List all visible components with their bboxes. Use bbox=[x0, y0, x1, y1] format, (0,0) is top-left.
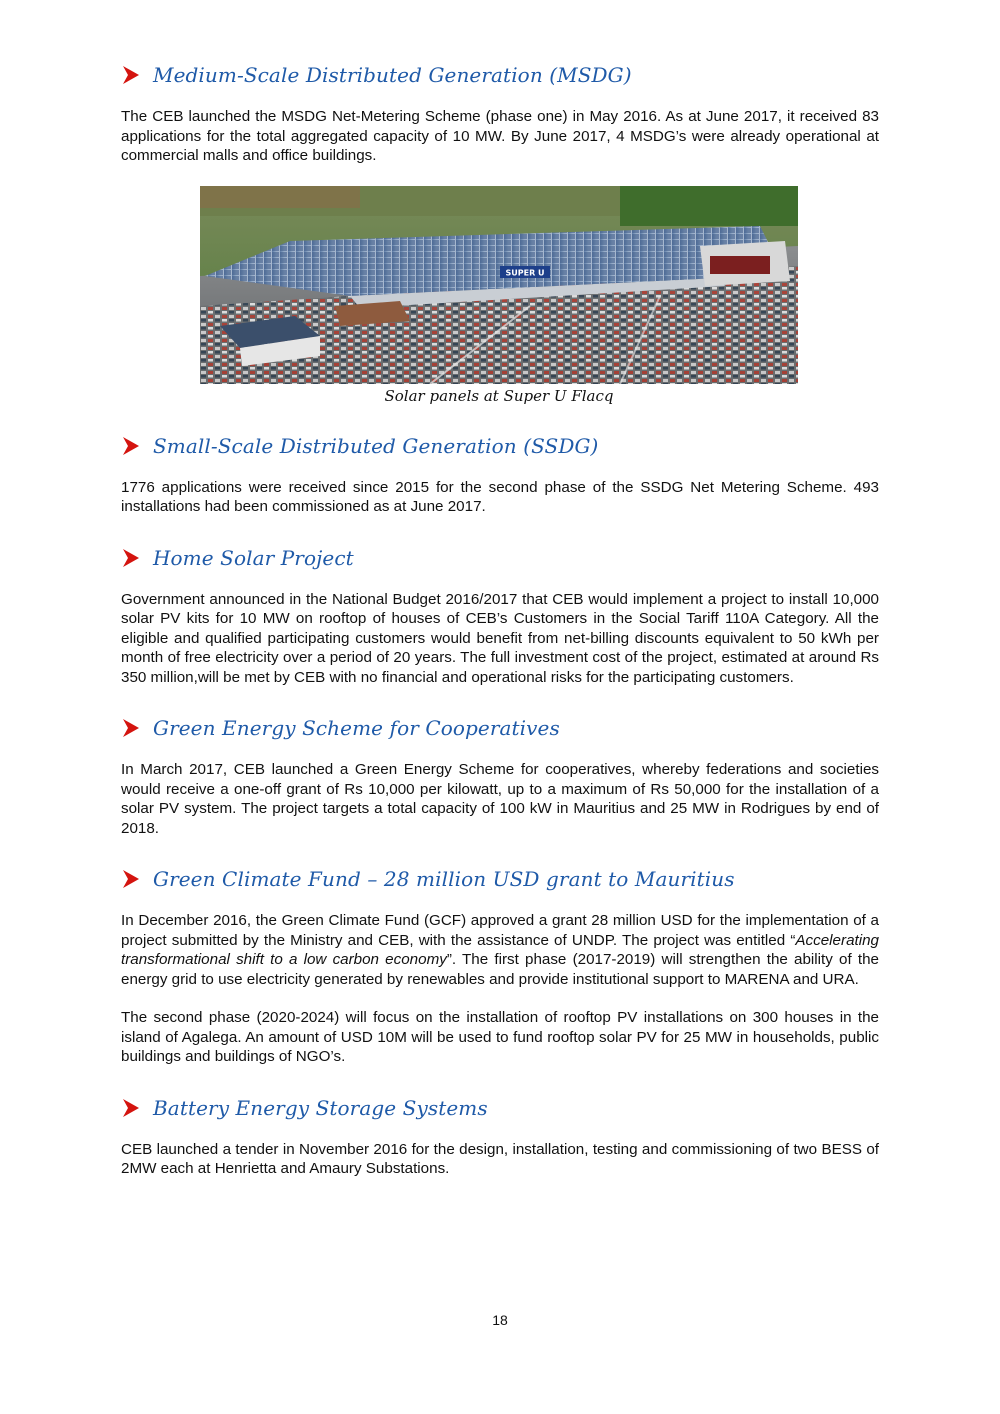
section-paragraph: The second phase (2020-2024) will focus on the installation of rooftop PV installations on 300 houses in the island of Agalega. An amount of USD 10M will be used to fund rooftop solar PV for 25 MW in households, public buildings and buildings of NGO’s. bbox=[121, 1009, 879, 1065]
section-title: Green Energy Scheme for Cooperatives bbox=[153, 716, 560, 740]
project-title-quote: Accelerating transformational shift to a low carbon economy bbox=[121, 931, 879, 968]
arrow-bullet-icon bbox=[121, 868, 141, 890]
section-heading-battery-storage bbox=[121, 1091, 879, 1125]
page-number: 18 bbox=[492, 1312, 508, 1328]
section-paragraph: The CEB launched the MSDG Net-Metering Scheme (phase one) in May 2016. As at June 2017, it received 83 applications for the total aggregated capacity of 10 MW. By June 2017, 4 MSDG’s were already operational at commercial malls and office buildings. bbox=[121, 108, 879, 164]
arrow-bullet-icon bbox=[121, 547, 141, 569]
paragraph-text: In December 2016, the Green Climate Fund (GCF) approved a grant 28 million USD for the implementation of a project submitted by the Ministry and CEB, with the assistance of UNDP. The project was entitled “ bbox=[121, 912, 879, 949]
section-title: Small-Scale Distributed Generation (SSDG) bbox=[153, 433, 599, 458]
figure-caption: Solar panels at Super U Flacq bbox=[384, 386, 614, 405]
arrow-bullet-icon bbox=[121, 435, 141, 457]
arrow-bullet-icon bbox=[121, 1097, 141, 1119]
section-paragraph bbox=[121, 911, 879, 989]
arrow-bullet-icon bbox=[121, 64, 141, 86]
section-paragraph: CEB launched a tender in November 2016 for the design, installation, testing and commissioning of two BESS of 2MW each at Henrietta and Amaury Substations. bbox=[121, 1140, 879, 1177]
solar-photo-figure bbox=[200, 186, 798, 407]
section-paragraph: Government announced in the National Budget 2016/2017 that CEB would implement a project to install 10,000 solar PV kits for 10 MW on rooftop of houses of CEB’s Customers in the Social Tariff 110A Category. All the eligible and qualified participating customers would benefit from net-billing discounts equivalent to 50 kWh per month of free electricity over a period of 20 years. The full investment cost of the project, estimated at around Rs 350 million,will be met by CEB with no financial and operational risks for the participating customers. bbox=[121, 590, 879, 686]
section-heading-ssdg bbox=[121, 429, 879, 463]
section-paragraph: 1776 applications were received since 2015 for the second phase of the SSDG Net Metering Scheme. 493 installations had been commissioned as at June 2017. bbox=[121, 478, 879, 515]
page-content bbox=[121, 58, 879, 1179]
section-paragraph: In March 2017, CEB launched a Green Energy Scheme for cooperatives, whereby federations and societies would receive a one-off grant of Rs 10,000 per kilowatt, up to a maximum of Rs 50,000 for the installation of a solar PV system. The project targets a total capacity of 100 kW in Mauritius and 25 MW in Rodrigues by end of 2018. bbox=[121, 761, 879, 837]
section-title: Green Climate Fund – 28 million USD grant to Mauritius bbox=[153, 867, 735, 891]
solar-panels-photo bbox=[200, 186, 798, 384]
section-title: Home Solar Project bbox=[153, 545, 354, 570]
arrow-bullet-icon bbox=[121, 717, 141, 739]
store-sign-text: SUPER U bbox=[505, 268, 545, 277]
section-title: Battery Energy Storage Systems bbox=[153, 1095, 488, 1120]
section-heading-msdg bbox=[121, 58, 879, 92]
section-heading-home-solar bbox=[121, 541, 879, 575]
section-heading-green-climate-fund bbox=[121, 862, 879, 896]
section-heading-green-energy bbox=[121, 711, 879, 745]
section-title: Medium-Scale Distributed Generation (MSDG) bbox=[153, 63, 632, 87]
paragraph-text: ”. The first phase (2017-2019) will strengthen the ability of the energy grid to use electricity generated by renewables and provide institutional support to MARENA and URA. bbox=[121, 951, 879, 988]
